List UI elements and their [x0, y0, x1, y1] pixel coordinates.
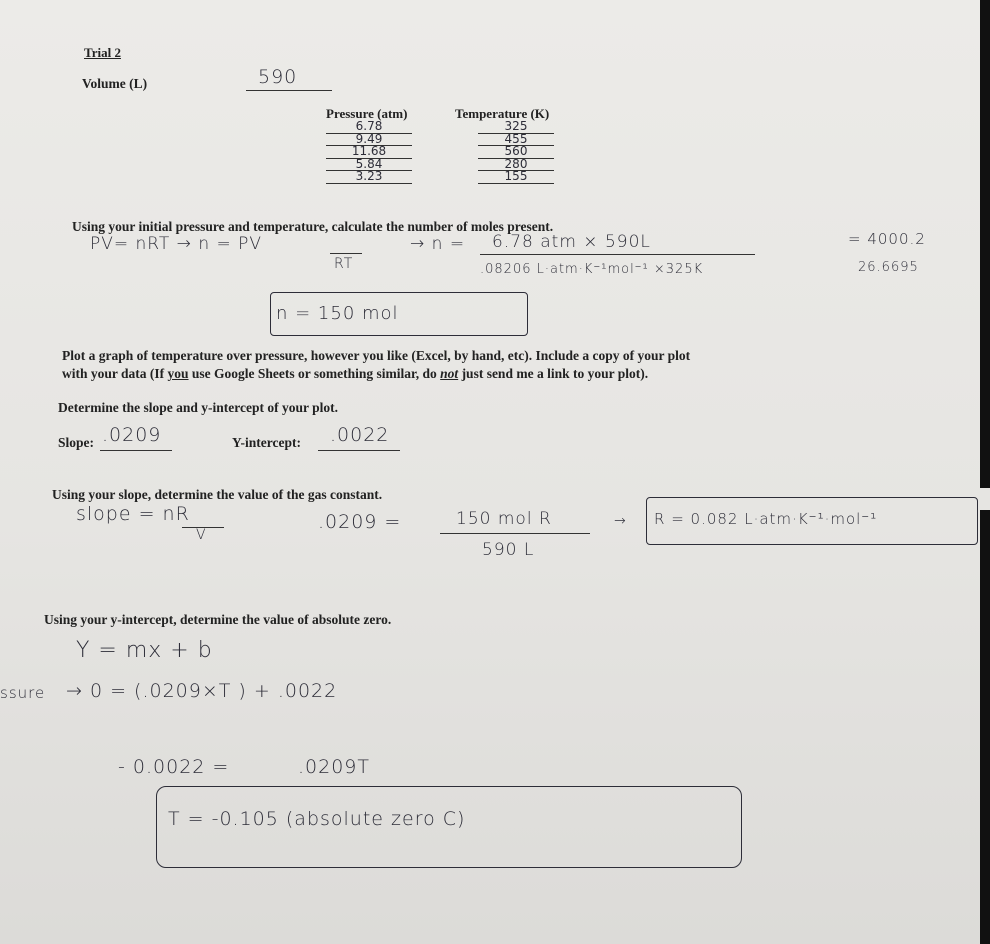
arrow-icon: → — [614, 513, 627, 529]
q4-formula-den: V — [196, 527, 207, 543]
fraction-bar — [330, 253, 362, 254]
q1-arrow-n: → n = — [410, 234, 466, 254]
volume-value: 590 — [258, 66, 298, 88]
q2-line2-a: with your data (If — [62, 366, 168, 381]
q4-num: 150 mol R — [456, 509, 552, 529]
q5-answer: T = -0.105 (absolute zero C) — [168, 808, 466, 830]
dark-page-edge — [980, 0, 990, 944]
table-cell: 155 — [478, 171, 554, 184]
q2-line2-c: just send me a link to your plot). — [458, 366, 649, 381]
q4-answer: R = 0.082 L·atm·K⁻¹·mol⁻¹ — [654, 510, 878, 528]
q3-prompt: Determine the slope and y-intercept of your plot. — [58, 400, 338, 415]
yint-label: Y-intercept: — [232, 435, 301, 450]
q1-result-top: = 4000.2 — [848, 230, 926, 248]
yint-underline — [318, 450, 400, 451]
page-edge-gap — [980, 488, 990, 510]
q5-line3a: - 0.0022 = — [118, 756, 230, 778]
q5-line3b: .0209T — [298, 756, 370, 778]
slope-underline — [100, 450, 172, 451]
temperature-header: Temperature (K) — [455, 106, 550, 121]
table-cell: 9.49 — [326, 134, 412, 147]
q1-work-left: PV= nRT → n = PV — [90, 234, 263, 254]
q2-line1: Plot a graph of temperature over pressure, however you like (Excel, by hand, etc). Include a copy of your plot — [62, 348, 691, 363]
q4-eq: .0209 = — [318, 511, 402, 533]
q1-answer: n = 150 mol — [276, 303, 399, 324]
table-cell: 5.84 — [326, 159, 412, 172]
table-cell: 11.68 — [326, 146, 412, 159]
slope-label: Slope: — [58, 435, 95, 450]
q1-work-left-den: RT — [334, 256, 354, 272]
fraction-bar — [440, 533, 590, 534]
yint-value: .0022 — [330, 424, 390, 446]
q1-denominator: .08206 L·atm·K⁻¹mol⁻¹ ×325K — [480, 262, 704, 277]
table-cell: 560 — [478, 146, 554, 159]
fraction-bar — [480, 254, 755, 255]
q1-numerator: 6.78 atm × 590L — [492, 232, 651, 252]
table-cell: 6.78 — [326, 121, 412, 134]
volume-label: Volume (L) — [82, 76, 148, 91]
q4-formula: slope = nR — [76, 503, 190, 525]
q1-result-bottom: 26.6695 — [858, 260, 919, 275]
temperature-column — [478, 121, 554, 184]
q2-line2-you: you — [167, 366, 189, 381]
q5-margin-note: ssure — [0, 684, 46, 702]
q4-den: 590 L — [482, 540, 535, 560]
slope-value: .0209 — [102, 424, 162, 446]
table-cell: 3.23 — [326, 171, 412, 184]
table-cell: 325 — [478, 121, 554, 134]
q2-line2-not: not — [440, 366, 459, 381]
trial-title: Trial 2 — [84, 45, 121, 60]
pressure-column — [326, 121, 412, 184]
table-cell: 280 — [478, 159, 554, 172]
q2-line2 — [62, 366, 648, 382]
q5-line2: → 0 = (.0209×T ) + .0022 — [66, 680, 338, 702]
q5-prompt: Using your y-intercept, determine the value of absolute zero. — [44, 612, 392, 627]
q2-line2-b: use Google Sheets or something similar, do — [188, 366, 441, 381]
volume-underline — [246, 90, 332, 91]
q4-prompt: Using your slope, determine the value of the gas constant. — [52, 487, 383, 502]
table-cell: 455 — [478, 134, 554, 147]
q1-prompt: Using your initial pressure and temperature, calculate the number of moles present. — [72, 219, 554, 234]
pressure-header: Pressure (atm) — [326, 106, 408, 121]
q5-line1: Y = mx + b — [76, 638, 213, 663]
